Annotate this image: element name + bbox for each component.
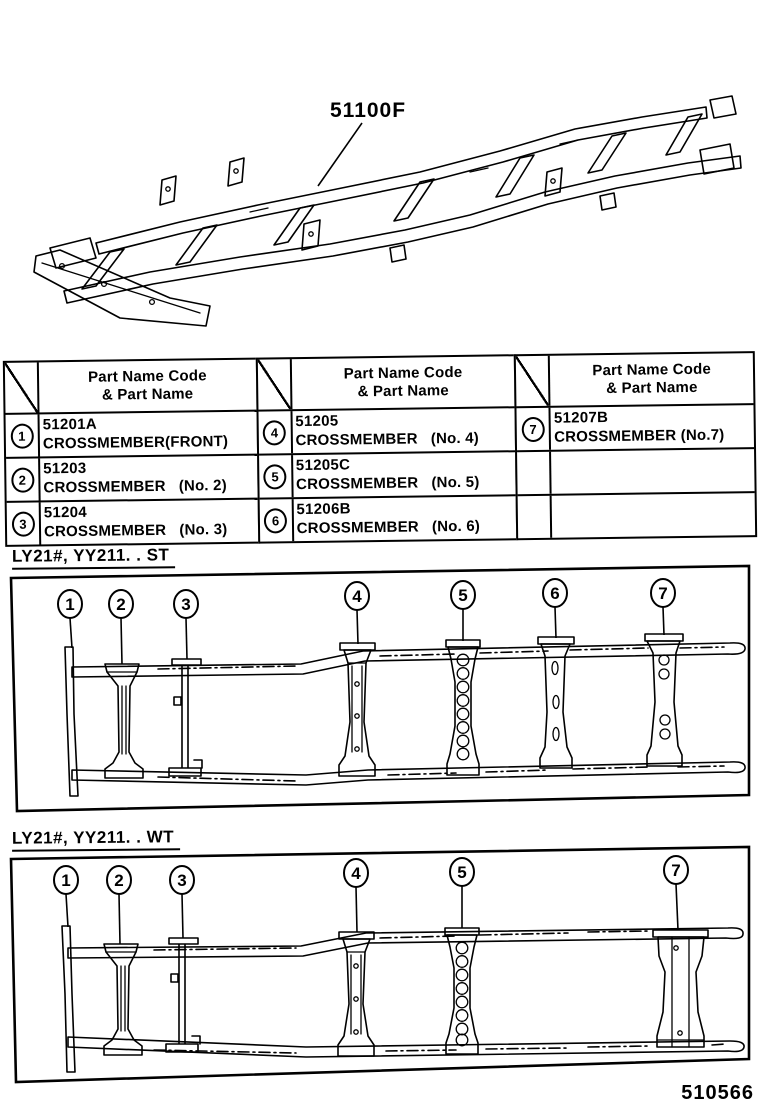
variant-st-diagram	[8, 564, 753, 819]
part-code: 51201A	[42, 415, 98, 434]
wt-crossmember-7	[653, 930, 708, 1047]
item-number-badge: 4	[263, 420, 286, 445]
st-rails	[72, 643, 745, 785]
wt-rails	[68, 928, 744, 1057]
st-crossmember-5	[446, 640, 480, 775]
callout-6	[543, 579, 567, 638]
parts-table-group-2	[255, 354, 518, 543]
callout-3	[170, 866, 194, 938]
table-row	[6, 412, 257, 457]
table-header	[39, 360, 256, 413]
part-code: 51205C	[295, 456, 351, 475]
callout-1	[58, 590, 82, 648]
svg-text:3: 3	[177, 871, 187, 890]
parts-table	[3, 351, 757, 547]
callout-2	[109, 590, 133, 664]
item-number-badge: 7	[521, 416, 544, 441]
variant-wt-title: LY21#, YY211. . WT	[12, 827, 180, 851]
st-crossmember-3	[169, 659, 202, 776]
figure-number: 510566	[681, 1082, 754, 1104]
header-line-2: & Part Name	[357, 382, 450, 401]
part-name: CROSSMEMBER(FRONT)	[42, 432, 229, 453]
svg-text:4: 4	[352, 587, 362, 606]
part-number-callout	[318, 99, 406, 186]
diagonal-slash-cell	[5, 362, 40, 412]
variant-st-title: LY21#, YY211. . ST	[12, 545, 176, 569]
part-number-label: 51100F	[330, 99, 407, 122]
part-name: CROSSMEMBER (No. 2)	[43, 477, 227, 497]
wt-crossmember-3	[166, 938, 200, 1052]
header-line-2: & Part Name	[606, 378, 698, 398]
callout-4	[344, 859, 368, 932]
wt-crossmember-4	[338, 932, 374, 1056]
svg-text:2: 2	[116, 595, 126, 614]
header-line-1: Part Name Code	[87, 367, 207, 386]
wt-crossmember-5	[445, 928, 479, 1054]
item-number-badge: 2	[11, 467, 34, 492]
part-name: CROSSMEMBER (No. 6)	[296, 517, 481, 538]
st-crossmember-7	[645, 634, 683, 766]
callout-1	[54, 866, 78, 927]
svg-text:1: 1	[61, 871, 71, 890]
table-row-empty	[517, 447, 754, 494]
svg-text:5: 5	[458, 586, 468, 605]
part-name: CROSSMEMBER (No. 3)	[43, 521, 228, 541]
part-code: 51204	[43, 503, 88, 522]
table-row	[259, 494, 516, 541]
table-row	[7, 498, 258, 545]
svg-text:3: 3	[181, 595, 191, 614]
svg-text:7: 7	[658, 584, 668, 603]
callout-7	[651, 579, 675, 635]
item-number-badge: 3	[11, 511, 34, 536]
frame-illustration	[0, 0, 760, 350]
table-row	[6, 454, 257, 501]
part-name: CROSSMEMBER (No. 4)	[295, 429, 480, 450]
part-name: CROSSMEMBER (No.7)	[554, 426, 725, 446]
part-code: 51205	[295, 412, 339, 431]
table-header	[291, 356, 514, 409]
table-header-row	[257, 356, 514, 411]
item-number-badge: 1	[10, 423, 33, 448]
svg-text:4: 4	[351, 864, 361, 883]
part-code: 51203	[43, 459, 87, 478]
svg-text:7: 7	[671, 861, 681, 880]
leader-line	[318, 123, 362, 186]
item-number-badge: 5	[263, 464, 286, 489]
diagonal-slash-cell	[257, 359, 292, 409]
parts-table-group-1	[3, 358, 260, 547]
table-header	[550, 353, 753, 406]
diagonal-slash-cell	[516, 356, 551, 406]
table-row-empty	[518, 491, 755, 538]
parts-table-group-3	[514, 351, 757, 540]
callout-5	[451, 581, 475, 641]
st-crossmember-2	[105, 664, 143, 778]
frame-brackets	[160, 96, 736, 262]
part-name: CROSSMEMBER (No. 5)	[296, 473, 480, 494]
svg-text:1: 1	[65, 595, 75, 614]
table-row	[517, 405, 754, 450]
callout-5	[450, 858, 474, 928]
svg-text:5: 5	[457, 863, 467, 882]
table-row	[259, 450, 516, 497]
svg-text:2: 2	[114, 871, 124, 890]
callout-7	[664, 856, 688, 930]
header-line-1: Part Name Code	[592, 360, 712, 380]
table-header-row	[5, 360, 256, 415]
table-row	[258, 408, 515, 453]
part-code: 51206B	[296, 500, 351, 519]
header-line-1: Part Name Code	[343, 363, 463, 383]
callout-4	[345, 582, 369, 644]
item-number-badge: 6	[264, 508, 287, 533]
callout-2	[107, 866, 131, 944]
callout-3	[174, 590, 198, 659]
frame-rails	[64, 107, 741, 303]
svg-text:6: 6	[550, 584, 560, 603]
variant-wt-diagram	[8, 844, 753, 1099]
part-code: 51207B	[553, 409, 609, 427]
table-header-row	[516, 353, 753, 408]
st-crossmember-4	[339, 643, 375, 776]
header-line-2: & Part Name	[101, 385, 194, 404]
